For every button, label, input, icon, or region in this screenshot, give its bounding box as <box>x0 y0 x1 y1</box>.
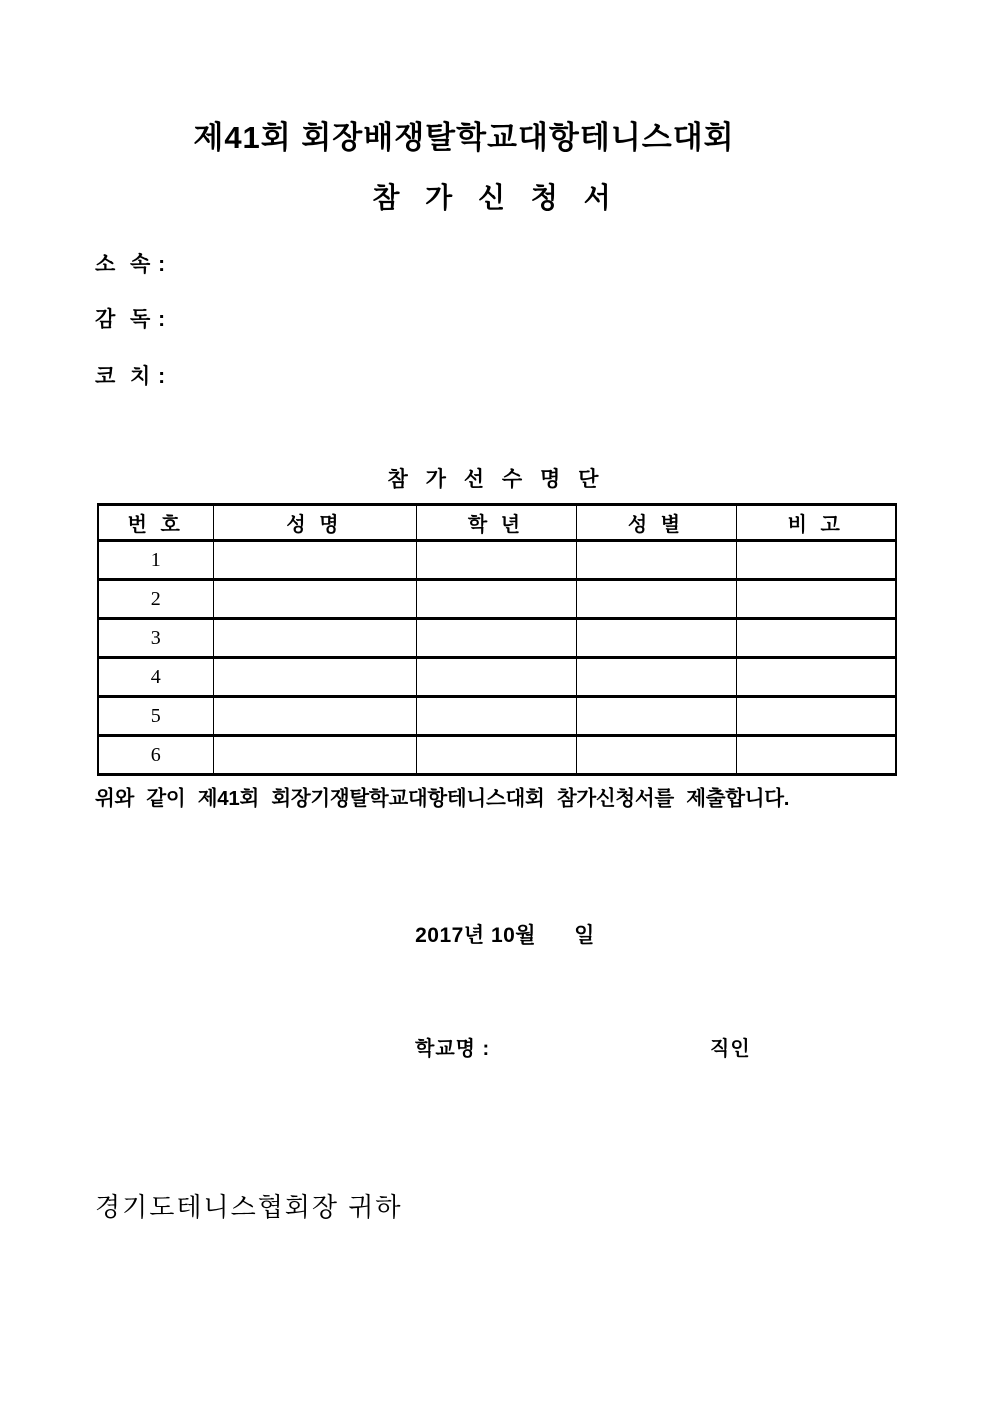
header-name: 성 명 <box>213 505 416 541</box>
grade-cell-blank[interactable] <box>416 619 576 658</box>
gender-cell-blank[interactable] <box>576 619 736 658</box>
roster-header-row <box>98 505 896 541</box>
submission-statement: 위와 같이 제41회 회장기쟁탈학교대항테니스대회 참가신청서를 제출합니다. <box>95 787 790 810</box>
table-row <box>98 736 896 775</box>
roster-table <box>97 503 897 776</box>
school-name-blank[interactable] <box>505 1032 700 1056</box>
grade-cell-blank[interactable] <box>416 736 576 775</box>
header-gender: 성 별 <box>576 505 736 541</box>
affiliation-label: 소 속 : <box>95 253 167 276</box>
gender-cell-blank[interactable] <box>576 697 736 736</box>
gender-cell-blank[interactable] <box>576 658 736 697</box>
form-title: 제41회 회장배쟁탈학교대항테니스대회 <box>193 120 735 155</box>
grade-cell-blank[interactable] <box>416 697 576 736</box>
school-line <box>0 1032 992 1058</box>
name-cell-blank[interactable] <box>213 736 416 775</box>
table-row <box>98 541 896 580</box>
name-cell-blank[interactable] <box>213 697 416 736</box>
row-number: 3 <box>98 619 213 658</box>
note-cell-blank[interactable] <box>736 580 896 619</box>
date-line: 2017년 10월 일 <box>415 924 595 947</box>
header-note: 비 고 <box>736 505 896 541</box>
school-name-label: 학교명 : <box>415 1038 491 1060</box>
name-cell-blank[interactable] <box>213 619 416 658</box>
field-affiliation <box>95 248 466 278</box>
field-manager <box>95 303 466 333</box>
field-coach <box>95 360 466 390</box>
note-cell-blank[interactable] <box>736 619 896 658</box>
grade-cell-blank[interactable] <box>416 541 576 580</box>
gender-cell-blank[interactable] <box>576 580 736 619</box>
note-cell-blank[interactable] <box>736 736 896 775</box>
official-seal-label: 직인 <box>710 1038 751 1060</box>
name-cell-blank[interactable] <box>213 658 416 697</box>
row-number: 5 <box>98 697 213 736</box>
roster-title: 참 가 선 수 명 단 <box>387 468 605 491</box>
coach-label: 코 치 : <box>95 365 167 388</box>
coach-value-blank[interactable] <box>166 366 466 390</box>
table-row <box>98 697 896 736</box>
name-cell-blank[interactable] <box>213 541 416 580</box>
name-cell-blank[interactable] <box>213 580 416 619</box>
affiliation-value-blank[interactable] <box>166 254 466 278</box>
row-number: 6 <box>98 736 213 775</box>
table-row <box>98 580 896 619</box>
row-number: 2 <box>98 580 213 619</box>
note-cell-blank[interactable] <box>736 697 896 736</box>
manager-label: 감 독 : <box>95 308 167 331</box>
table-row <box>98 658 896 697</box>
header-grade: 학 년 <box>416 505 576 541</box>
note-cell-blank[interactable] <box>736 658 896 697</box>
recipient-line: 경기도테니스협회장 귀하 <box>95 1192 403 1222</box>
note-cell-blank[interactable] <box>736 541 896 580</box>
manager-value-blank[interactable] <box>166 309 466 333</box>
grade-cell-blank[interactable] <box>416 580 576 619</box>
header-number: 번 호 <box>98 505 213 541</box>
gender-cell-blank[interactable] <box>576 541 736 580</box>
gender-cell-blank[interactable] <box>576 736 736 775</box>
table-row <box>98 619 896 658</box>
row-number: 4 <box>98 658 213 697</box>
grade-cell-blank[interactable] <box>416 658 576 697</box>
row-number: 1 <box>98 541 213 580</box>
form-subtitle: 참 가 신 청 서 <box>372 182 620 213</box>
